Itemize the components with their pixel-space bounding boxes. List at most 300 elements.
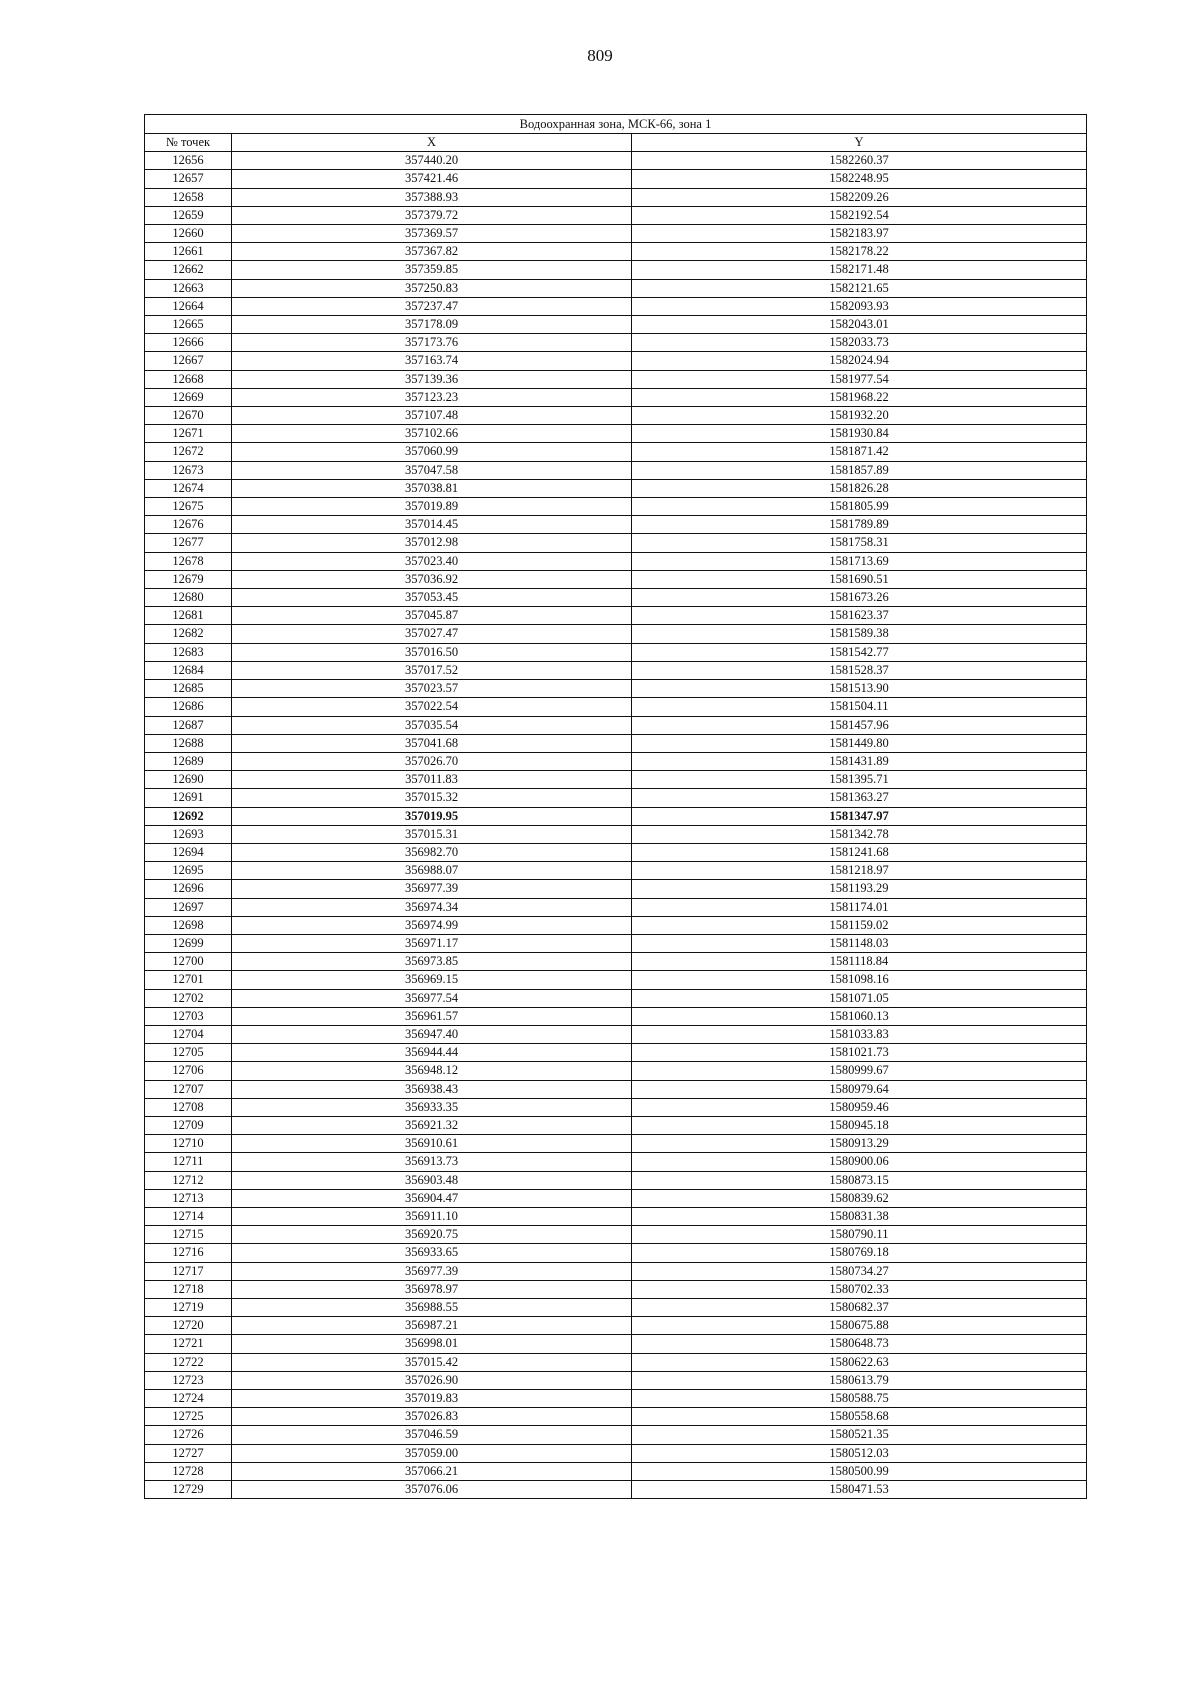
table-row	[145, 807, 1087, 825]
point-number-cell: 12679	[145, 570, 232, 588]
x-cell: 357163.74	[232, 352, 632, 370]
point-number-cell: 12714	[145, 1207, 232, 1225]
table-row	[145, 370, 1087, 388]
point-number-cell: 12672	[145, 443, 232, 461]
y-cell: 1580471.53	[632, 1481, 1087, 1499]
x-cell: 357012.98	[232, 534, 632, 552]
y-cell: 1582043.01	[632, 316, 1087, 334]
point-number-cell: 12721	[145, 1335, 232, 1353]
table-row	[145, 643, 1087, 661]
x-cell: 357015.32	[232, 789, 632, 807]
x-cell: 357369.57	[232, 225, 632, 243]
x-cell: 357019.83	[232, 1390, 632, 1408]
y-cell: 1581395.71	[632, 771, 1087, 789]
table-row	[145, 1481, 1087, 1499]
point-number-cell: 12681	[145, 607, 232, 625]
point-number-cell: 12693	[145, 825, 232, 843]
table-row	[145, 552, 1087, 570]
point-number-cell: 12680	[145, 589, 232, 607]
table-header-row	[145, 134, 1087, 152]
point-number-cell: 12656	[145, 152, 232, 170]
y-cell: 1581363.27	[632, 789, 1087, 807]
y-cell: 1580831.38	[632, 1207, 1087, 1225]
x-cell: 357047.58	[232, 461, 632, 479]
point-number-cell: 12720	[145, 1317, 232, 1335]
point-number-cell: 12674	[145, 479, 232, 497]
point-number-cell: 12702	[145, 989, 232, 1007]
y-cell: 1582192.54	[632, 206, 1087, 224]
y-cell: 1581826.28	[632, 479, 1087, 497]
point-number-cell: 12663	[145, 279, 232, 297]
table-row	[145, 880, 1087, 898]
y-cell: 1580622.63	[632, 1353, 1087, 1371]
x-cell: 356948.12	[232, 1062, 632, 1080]
x-cell: 357066.21	[232, 1462, 632, 1480]
y-cell: 1582033.73	[632, 334, 1087, 352]
point-number-cell: 12668	[145, 370, 232, 388]
coordinates-table	[144, 114, 1087, 1499]
y-cell: 1580702.33	[632, 1280, 1087, 1298]
y-cell: 1580839.62	[632, 1189, 1087, 1207]
table-row	[145, 680, 1087, 698]
table-caption: Водоохранная зона, МСК-66, зона 1	[145, 115, 1087, 134]
y-cell: 1581241.68	[632, 843, 1087, 861]
x-cell: 356933.35	[232, 1098, 632, 1116]
table-row	[145, 1135, 1087, 1153]
y-cell: 1581513.90	[632, 680, 1087, 698]
point-number-cell: 12658	[145, 188, 232, 206]
table-row	[145, 1317, 1087, 1335]
x-cell: 356938.43	[232, 1080, 632, 1098]
point-number-cell: 12712	[145, 1171, 232, 1189]
header-y: Y	[632, 134, 1087, 152]
y-cell: 1581871.42	[632, 443, 1087, 461]
x-cell: 357023.40	[232, 552, 632, 570]
y-cell: 1582183.97	[632, 225, 1087, 243]
table-row	[145, 498, 1087, 516]
point-number-cell: 12687	[145, 716, 232, 734]
table-row	[145, 443, 1087, 461]
y-cell: 1580790.11	[632, 1226, 1087, 1244]
point-number-cell: 12683	[145, 643, 232, 661]
x-cell: 356913.73	[232, 1153, 632, 1171]
x-cell: 356911.10	[232, 1207, 632, 1225]
point-number-cell: 12686	[145, 698, 232, 716]
y-cell: 1580512.03	[632, 1444, 1087, 1462]
header-point-number: № точек	[145, 134, 232, 152]
y-cell: 1580734.27	[632, 1262, 1087, 1280]
x-cell: 357022.54	[232, 698, 632, 716]
table-row	[145, 607, 1087, 625]
y-cell: 1580999.67	[632, 1062, 1087, 1080]
x-cell: 357250.83	[232, 279, 632, 297]
point-number-cell: 12667	[145, 352, 232, 370]
x-cell: 356910.61	[232, 1135, 632, 1153]
x-cell: 357178.09	[232, 316, 632, 334]
table-row	[145, 1426, 1087, 1444]
y-cell: 1581021.73	[632, 1044, 1087, 1062]
point-number-cell: 12704	[145, 1025, 232, 1043]
table-row	[145, 1444, 1087, 1462]
table-row	[145, 1408, 1087, 1426]
y-cell: 1581805.99	[632, 498, 1087, 516]
x-cell: 357379.72	[232, 206, 632, 224]
x-cell: 357026.83	[232, 1408, 632, 1426]
x-cell: 357123.23	[232, 388, 632, 406]
table-row	[145, 1189, 1087, 1207]
point-number-cell: 12725	[145, 1408, 232, 1426]
point-number-cell: 12715	[145, 1226, 232, 1244]
y-cell: 1581071.05	[632, 989, 1087, 1007]
y-cell: 1582024.94	[632, 352, 1087, 370]
table-row	[145, 1371, 1087, 1389]
point-number-cell: 12676	[145, 516, 232, 534]
point-number-cell: 12665	[145, 316, 232, 334]
x-cell: 356978.97	[232, 1280, 632, 1298]
table-row	[145, 1390, 1087, 1408]
x-cell: 357139.36	[232, 370, 632, 388]
y-cell: 1581623.37	[632, 607, 1087, 625]
point-number-cell: 12690	[145, 771, 232, 789]
x-cell: 357173.76	[232, 334, 632, 352]
point-number-cell: 12688	[145, 734, 232, 752]
x-cell: 357015.31	[232, 825, 632, 843]
table-row	[145, 1098, 1087, 1116]
y-cell: 1581347.97	[632, 807, 1087, 825]
x-cell: 356988.55	[232, 1299, 632, 1317]
x-cell: 356903.48	[232, 1171, 632, 1189]
y-cell: 1581118.84	[632, 953, 1087, 971]
table-row	[145, 698, 1087, 716]
table-row	[145, 425, 1087, 443]
y-cell: 1581589.38	[632, 625, 1087, 643]
x-cell: 357019.89	[232, 498, 632, 516]
point-number-cell: 12659	[145, 206, 232, 224]
point-number-cell: 12727	[145, 1444, 232, 1462]
point-number-cell: 12662	[145, 261, 232, 279]
y-cell: 1581033.83	[632, 1025, 1087, 1043]
table-row	[145, 461, 1087, 479]
x-cell: 357026.90	[232, 1371, 632, 1389]
x-cell: 356987.21	[232, 1317, 632, 1335]
table-row	[145, 752, 1087, 770]
table-row	[145, 225, 1087, 243]
x-cell: 357019.95	[232, 807, 632, 825]
y-cell: 1581342.78	[632, 825, 1087, 843]
table-row	[145, 334, 1087, 352]
point-number-cell: 12671	[145, 425, 232, 443]
table-row	[145, 316, 1087, 334]
table-row	[145, 661, 1087, 679]
x-cell: 357014.45	[232, 516, 632, 534]
table-caption-row	[145, 115, 1087, 134]
y-cell: 1581504.11	[632, 698, 1087, 716]
table-row	[145, 1153, 1087, 1171]
x-cell: 356969.15	[232, 971, 632, 989]
point-number-cell: 12682	[145, 625, 232, 643]
x-cell: 357367.82	[232, 243, 632, 261]
point-number-cell: 12696	[145, 880, 232, 898]
y-cell: 1581098.16	[632, 971, 1087, 989]
table-row	[145, 1244, 1087, 1262]
point-number-cell: 12695	[145, 862, 232, 880]
x-cell: 357023.57	[232, 680, 632, 698]
point-number-cell: 12710	[145, 1135, 232, 1153]
table-row	[145, 206, 1087, 224]
table-row	[145, 971, 1087, 989]
y-cell: 1582248.95	[632, 170, 1087, 188]
table-row	[145, 771, 1087, 789]
y-cell: 1581193.29	[632, 880, 1087, 898]
x-cell: 357036.92	[232, 570, 632, 588]
table-row	[145, 279, 1087, 297]
x-cell: 357026.70	[232, 752, 632, 770]
x-cell: 357359.85	[232, 261, 632, 279]
y-cell: 1581148.03	[632, 934, 1087, 952]
y-cell: 1580558.68	[632, 1408, 1087, 1426]
x-cell: 357027.47	[232, 625, 632, 643]
x-cell: 357060.99	[232, 443, 632, 461]
x-cell: 357237.47	[232, 297, 632, 315]
y-cell: 1581713.69	[632, 552, 1087, 570]
y-cell: 1581857.89	[632, 461, 1087, 479]
page-number: 809	[587, 46, 613, 65]
header-x: X	[232, 134, 632, 152]
table-row	[145, 1462, 1087, 1480]
point-number-cell: 12723	[145, 1371, 232, 1389]
y-cell: 1581542.77	[632, 643, 1087, 661]
point-number-cell: 12719	[145, 1299, 232, 1317]
y-cell: 1580588.75	[632, 1390, 1087, 1408]
x-cell: 356974.34	[232, 898, 632, 916]
point-number-cell: 12729	[145, 1481, 232, 1499]
x-cell: 357046.59	[232, 1426, 632, 1444]
point-number-cell: 12670	[145, 407, 232, 425]
y-cell: 1582171.48	[632, 261, 1087, 279]
point-number-cell: 12709	[145, 1116, 232, 1134]
y-cell: 1581789.89	[632, 516, 1087, 534]
y-cell: 1582178.22	[632, 243, 1087, 261]
x-cell: 356944.44	[232, 1044, 632, 1062]
y-cell: 1580521.35	[632, 1426, 1087, 1444]
table-row	[145, 825, 1087, 843]
point-number-cell: 12717	[145, 1262, 232, 1280]
point-number-cell: 12694	[145, 843, 232, 861]
y-cell: 1580945.18	[632, 1116, 1087, 1134]
table-row	[145, 1025, 1087, 1043]
y-cell: 1581528.37	[632, 661, 1087, 679]
y-cell: 1581977.54	[632, 370, 1087, 388]
y-cell: 1580769.18	[632, 1244, 1087, 1262]
point-number-cell: 12678	[145, 552, 232, 570]
y-cell: 1580500.99	[632, 1462, 1087, 1480]
x-cell: 357388.93	[232, 188, 632, 206]
table-row	[145, 1262, 1087, 1280]
x-cell: 357035.54	[232, 716, 632, 734]
point-number-cell: 12692	[145, 807, 232, 825]
point-number-cell: 12728	[145, 1462, 232, 1480]
table-row	[145, 1353, 1087, 1371]
table-row	[145, 1007, 1087, 1025]
point-number-cell: 12684	[145, 661, 232, 679]
y-cell: 1581690.51	[632, 570, 1087, 588]
y-cell: 1581932.20	[632, 407, 1087, 425]
y-cell: 1581159.02	[632, 916, 1087, 934]
table-body	[145, 152, 1087, 1499]
table-row	[145, 589, 1087, 607]
y-cell: 1581673.26	[632, 589, 1087, 607]
point-number-cell: 12724	[145, 1390, 232, 1408]
table-row	[145, 1171, 1087, 1189]
x-cell: 356921.32	[232, 1116, 632, 1134]
x-cell: 356920.75	[232, 1226, 632, 1244]
x-cell: 356904.47	[232, 1189, 632, 1207]
table-row	[145, 516, 1087, 534]
point-number-cell: 12706	[145, 1062, 232, 1080]
x-cell: 357015.42	[232, 1353, 632, 1371]
point-number-cell: 12707	[145, 1080, 232, 1098]
x-cell: 356974.99	[232, 916, 632, 934]
table-row	[145, 352, 1087, 370]
x-cell: 357053.45	[232, 589, 632, 607]
x-cell: 357016.50	[232, 643, 632, 661]
table-row	[145, 534, 1087, 552]
x-cell: 356971.17	[232, 934, 632, 952]
point-number-cell: 12664	[145, 297, 232, 315]
table-row	[145, 188, 1087, 206]
x-cell: 356988.07	[232, 862, 632, 880]
point-number-cell: 12673	[145, 461, 232, 479]
table-row	[145, 170, 1087, 188]
table-row	[145, 152, 1087, 170]
point-number-cell: 12660	[145, 225, 232, 243]
table-row	[145, 1080, 1087, 1098]
y-cell: 1581449.80	[632, 734, 1087, 752]
x-cell: 357421.46	[232, 170, 632, 188]
y-cell: 1581218.97	[632, 862, 1087, 880]
table-row	[145, 1226, 1087, 1244]
table-row	[145, 989, 1087, 1007]
x-cell: 356982.70	[232, 843, 632, 861]
y-cell: 1580648.73	[632, 1335, 1087, 1353]
y-cell: 1581060.13	[632, 1007, 1087, 1025]
y-cell: 1580873.15	[632, 1171, 1087, 1189]
y-cell: 1582209.26	[632, 188, 1087, 206]
y-cell: 1581457.96	[632, 716, 1087, 734]
y-cell: 1582121.65	[632, 279, 1087, 297]
table-row	[145, 843, 1087, 861]
y-cell: 1580675.88	[632, 1317, 1087, 1335]
table-row	[145, 625, 1087, 643]
point-number-cell: 12661	[145, 243, 232, 261]
x-cell: 357041.68	[232, 734, 632, 752]
point-number-cell: 12689	[145, 752, 232, 770]
y-cell: 1581174.01	[632, 898, 1087, 916]
table-row	[145, 570, 1087, 588]
point-number-cell: 12691	[145, 789, 232, 807]
point-number-cell: 12726	[145, 1426, 232, 1444]
x-cell: 356933.65	[232, 1244, 632, 1262]
y-cell: 1580682.37	[632, 1299, 1087, 1317]
table-row	[145, 862, 1087, 880]
table-row	[145, 1280, 1087, 1298]
point-number-cell: 12705	[145, 1044, 232, 1062]
point-number-cell: 12699	[145, 934, 232, 952]
point-number-cell: 12675	[145, 498, 232, 516]
table-row	[145, 953, 1087, 971]
table-row	[145, 1335, 1087, 1353]
x-cell: 357059.00	[232, 1444, 632, 1462]
point-number-cell: 12708	[145, 1098, 232, 1116]
table-row	[145, 898, 1087, 916]
y-cell: 1581968.22	[632, 388, 1087, 406]
point-number-cell: 12698	[145, 916, 232, 934]
table-row	[145, 934, 1087, 952]
point-number-cell: 12677	[145, 534, 232, 552]
table-row	[145, 1207, 1087, 1225]
point-number-cell: 12685	[145, 680, 232, 698]
point-number-cell: 12700	[145, 953, 232, 971]
x-cell: 356977.54	[232, 989, 632, 1007]
point-number-cell: 12669	[145, 388, 232, 406]
table-row	[145, 388, 1087, 406]
table-row	[145, 479, 1087, 497]
table-row	[145, 734, 1087, 752]
table-row	[145, 1062, 1087, 1080]
x-cell: 357017.52	[232, 661, 632, 679]
point-number-cell: 12722	[145, 1353, 232, 1371]
y-cell: 1580959.46	[632, 1098, 1087, 1116]
table-row	[145, 1299, 1087, 1317]
table-row	[145, 1044, 1087, 1062]
x-cell: 356973.85	[232, 953, 632, 971]
y-cell: 1580900.06	[632, 1153, 1087, 1171]
x-cell: 356977.39	[232, 1262, 632, 1280]
table-row	[145, 297, 1087, 315]
x-cell: 356998.01	[232, 1335, 632, 1353]
point-number-cell: 12701	[145, 971, 232, 989]
x-cell: 356947.40	[232, 1025, 632, 1043]
point-number-cell: 12657	[145, 170, 232, 188]
table-row	[145, 789, 1087, 807]
table-row	[145, 716, 1087, 734]
y-cell: 1580613.79	[632, 1371, 1087, 1389]
x-cell: 357038.81	[232, 479, 632, 497]
x-cell: 356977.39	[232, 880, 632, 898]
table-row	[145, 407, 1087, 425]
y-cell: 1580979.64	[632, 1080, 1087, 1098]
y-cell: 1581431.89	[632, 752, 1087, 770]
point-number-cell: 12713	[145, 1189, 232, 1207]
table-row	[145, 1116, 1087, 1134]
table-row	[145, 261, 1087, 279]
point-number-cell: 12718	[145, 1280, 232, 1298]
x-cell: 357102.66	[232, 425, 632, 443]
y-cell: 1582093.93	[632, 297, 1087, 315]
y-cell: 1581758.31	[632, 534, 1087, 552]
point-number-cell: 12711	[145, 1153, 232, 1171]
x-cell: 357011.83	[232, 771, 632, 789]
x-cell: 356961.57	[232, 1007, 632, 1025]
x-cell: 357076.06	[232, 1481, 632, 1499]
y-cell: 1582260.37	[632, 152, 1087, 170]
table-row	[145, 243, 1087, 261]
x-cell: 357440.20	[232, 152, 632, 170]
point-number-cell: 12697	[145, 898, 232, 916]
y-cell: 1581930.84	[632, 425, 1087, 443]
x-cell: 357107.48	[232, 407, 632, 425]
x-cell: 357045.87	[232, 607, 632, 625]
